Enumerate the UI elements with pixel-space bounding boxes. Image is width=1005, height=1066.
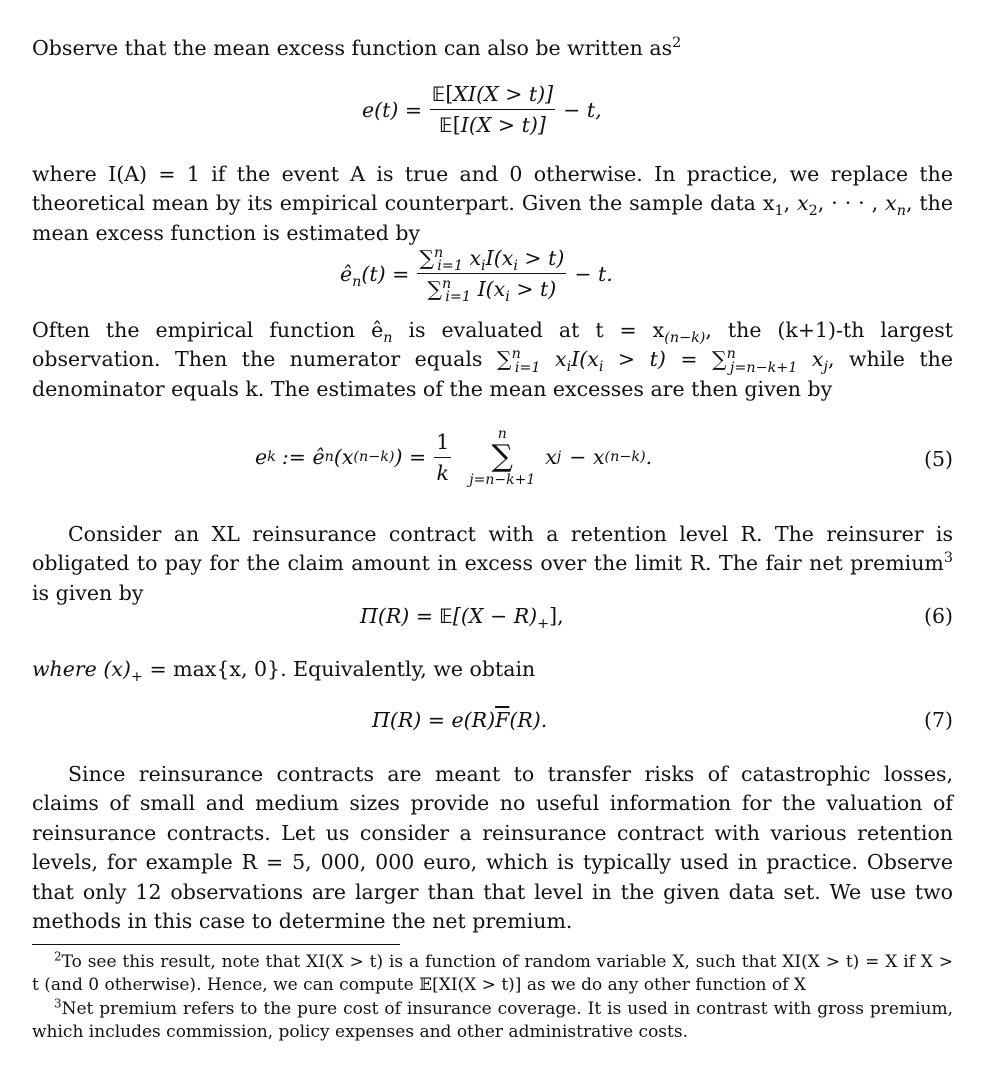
equation-number-6: (6) [923, 604, 953, 628]
paragraph-empirical-intro: where I(A) = 1 if the event A is true and 0 otherwise. In practice, we replace the theoretical mean by its empirical counterpart. Given the sample data $x_1$, $x_2$, · · · , $x_n$, the mean excess function is estimated by [32, 162, 953, 245]
footnote-ref-2[interactable]: 2 [672, 35, 682, 52]
footnote-2: $^2$To see this result, note that XI(X > t) is a function of random variable X, such that XI(X > t) = X if X > t (and 0 otherwise). Hence, we can compute 𝔼[XI(X > t)] as we do any other function of X [32, 949, 953, 995]
footnote-3: $^3$Net premium refers to the pure cost of insurance coverage. It is used in contrast with gross premium, which includes commission, policy expenses and other administrative costs. [32, 996, 953, 1042]
paragraph-xl-contract: Consider an XL reinsurance contract with a retention level R. The reinsurer is obligated to pay for the claim amount in excess over the limit R. The fair net premium$^3$ is given by [32, 522, 953, 605]
fraction-mean-excess: $\frac{\text{𝔼[XI(X > t)]}}{\text{𝔼[I(X > t)]}}$ [432, 82, 554, 137]
equation-mean-excess: e(t) = $\frac{\text{𝔼[XI(X > t)]}}{\text{𝔼[I(X > t)]}}$ − t, [362, 82, 602, 137]
summation-operator: n ∑ j=n−k+1 [469, 426, 536, 488]
footnote-ref-3[interactable]: 3 [943, 550, 953, 567]
paragraph-reinsurance: Since reinsurance contracts are meant to transfer risks of catastrophic losses, claims of small and medium sizes provide no useful information for the valuation of reinsurance contracts. Let us consider a reinsurance contract with various retention levels, for example R = 5, 000, 000 euro, which is typically used in practice. Observe that only 12 observations are larger than that level in the given data set. We use two methods in this case to determine the net premium. [32, 762, 953, 934]
equation-7: Π(R) = e(R) $\overline{F}$ (R). [372, 708, 548, 732]
equation-5: e k := ê n (x (n−k) ) = $\frac{1}{k}$ n ∑ j=n−k+1 x j − x (n−k) . [255, 426, 653, 488]
footnote-rule [32, 944, 400, 945]
paragraph-equivalently: where $(x)_+ = \max\{x$, 0}. Equivalently, we obtain [32, 657, 536, 686]
paragraph-intro: Observe that the mean excess function can also be written $as^2$ [32, 35, 682, 60]
equation-number-7: (7) [923, 708, 953, 732]
fraction-one-over-k: $\frac{1}{k}$ [436, 429, 450, 485]
paragraph-evaluation: Often the empirical function $ê_n$ is evaluated at $t = x_{(n-k)}$, the (k+1)-th largest observation. Then the numerator equals ∑$^n_{i=1}$ $x_iI(x_i > t) = \sum^n_{j=n-k+1}$ $x_j$, while the denominator equals k. The estimates of the mean excesses are then given by [32, 318, 953, 401]
equation-empirical-estimator: $ê_n(t)$ = $\frac{\sum^n_{i=1} x_iI(x_i > t)}{\sum^n_{i=1} I(x_i > t)}$ − t. [340, 245, 613, 306]
fraction-empirical: $\frac{\sum^n_{i=1} x_iI(x_i > t)}{\sum^n_{i=1} I(x_i > t)}$ [419, 245, 565, 306]
equation-6: Π(R) = 𝔼[(X − $R)_+$], [360, 604, 564, 633]
equation-number-5: (5) [923, 447, 953, 471]
